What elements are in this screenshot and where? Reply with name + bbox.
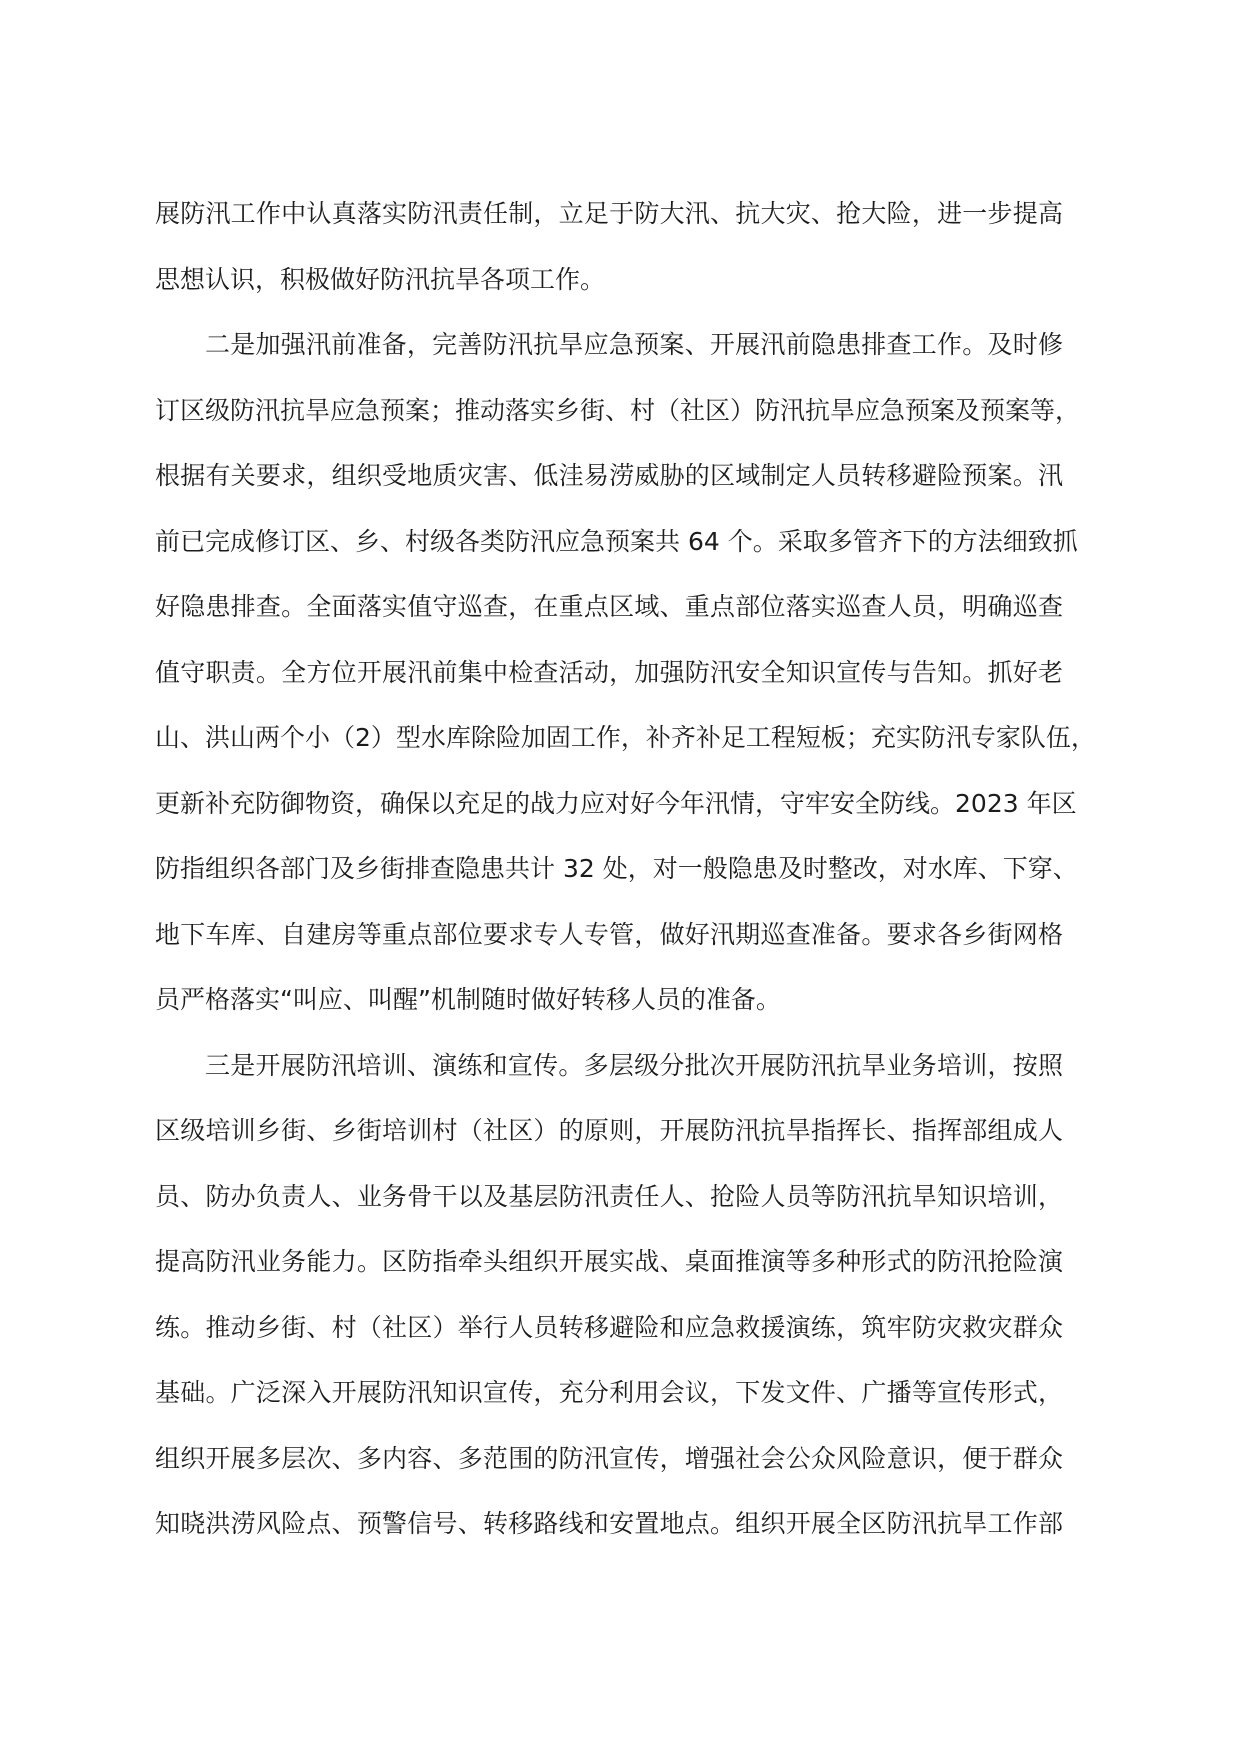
text-line: 展防汛工作中认真落实防汛责任制，立足于防大汛、抗大灾、抢大险，进一步提高 — [155, 199, 1063, 228]
text-line: 更新补充防御物资，确保以充足的战力应对好今年汛情，守牢安全防线。2023 年区 — [155, 788, 1077, 818]
text-line: 地下车库、自建房等重点部位要求专人专管，做好汛期巡查准备。要求各乡街网格 — [155, 919, 1063, 949]
text-line: 防指组织各部门及乡街排查隐患共计 32 处，对一般隐患及时整改，对水库、下穿、 — [155, 854, 1078, 883]
text-line: 思想认识，积极做好防汛抗旱各项工作。 — [155, 264, 606, 294]
text-line: 根据有关要求，组织受地质灾害、低洼易涝威胁的区域制定人员转移避险预案。汛 — [155, 461, 1063, 490]
paragraph-training-drills — [155, 1033, 1240, 1557]
text-line: 区级培训乡街、乡街培训村（社区）的原则，开展防汛抗旱指挥长、指挥部组成人 — [155, 1116, 1063, 1145]
text-line: 三是开展防汛培训、演练和宣传。多层级分批次开展防汛抗旱业务培训，按照 — [205, 1050, 1063, 1080]
text-line: 提高防汛业务能力。区防指牵头组织开展实战、桌面推演等多种形式的防汛抢险演 — [155, 1247, 1063, 1276]
paragraph-flood-preparation — [155, 312, 1240, 1033]
text-line: 值守职责。全方位开展汛前集中检查活动，加强防汛安全知识宣传与告知。抓好老 — [155, 657, 1063, 687]
text-line: 练。推动乡街、村（社区）举行人员转移避险和应急救援演练，筑牢防灾救灾群众 — [155, 1312, 1063, 1342]
text-line: 组织开展多层次、多内容、多范围的防汛宣传，增强社会公众风险意识，便于群众 — [155, 1443, 1063, 1473]
text-line: 员严格落实“叫应、叫醒”机制随时做好转移人员的准备。 — [155, 985, 781, 1014]
text-line: 前已完成修订区、乡、村级各类防汛应急预案共 64 个。采取多管齐下的方法细致抓 — [155, 526, 1078, 556]
text-line: 好隐患排查。全面落实值守巡查，在重点区域、重点部位落实巡查人员，明确巡查 — [155, 592, 1063, 621]
text-line: 二是加强汛前准备，完善防汛抗旱应急预案、开展汛前隐患排查工作。及时修 — [205, 330, 1063, 359]
text-line: 订区级防汛抗旱应急预案；推动落实乡街、村（社区）防汛抗旱应急预案及预案等， — [155, 395, 1081, 425]
paragraph-continuation — [155, 181, 1240, 312]
text-line: 基础。广泛深入开展防汛知识宣传，充分利用会议，下发文件、广播等宣传形式， — [155, 1378, 1063, 1407]
text-line: 山、洪山两个小（2）型水库除险加固工作，补齐补足工程短板；充实防汛专家队伍， — [155, 723, 1096, 752]
text-line: 知晓洪涝风险点、预警信号、转移路线和安置地点。组织开展全区防汛抗旱工作部 — [155, 1509, 1063, 1538]
text-line: 员、防办负责人、业务骨干以及基层防汛责任人、抢险人员等防汛抗旱知识培训， — [155, 1181, 1063, 1211]
